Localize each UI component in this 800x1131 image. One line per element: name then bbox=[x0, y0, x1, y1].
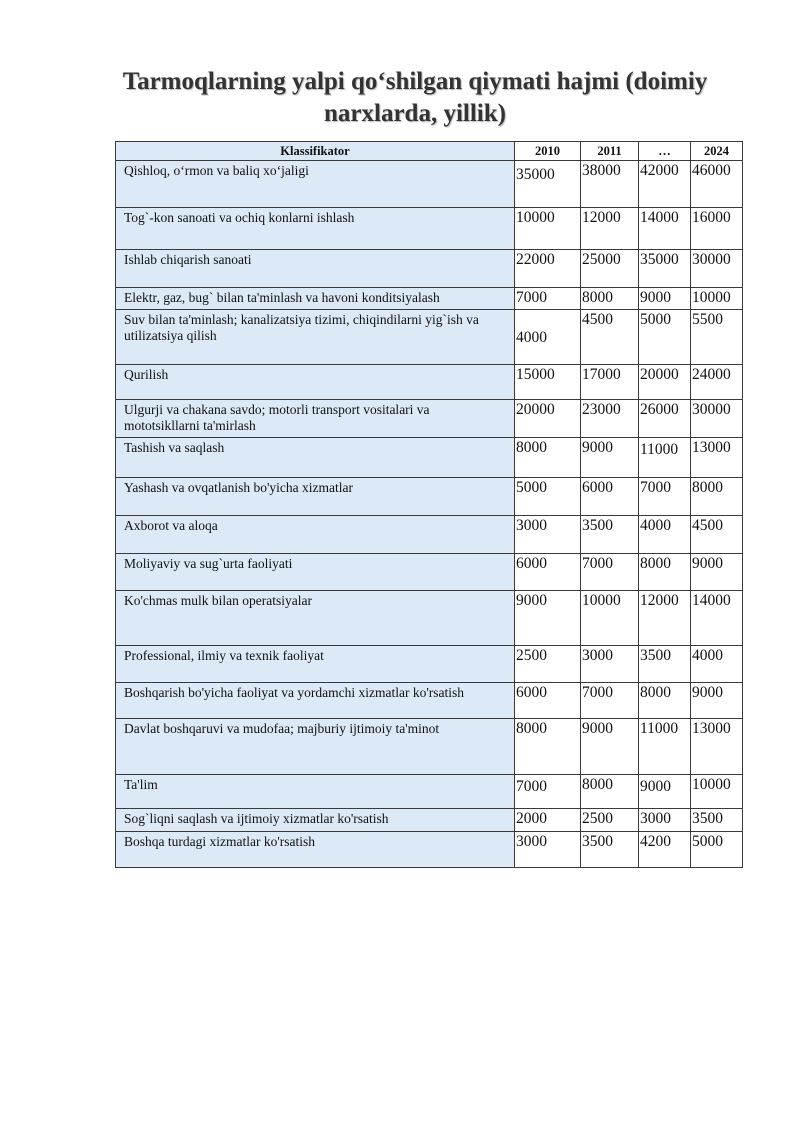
value-cell: 15000 bbox=[515, 365, 581, 400]
value-cell: 8000 bbox=[691, 478, 743, 516]
table-row bbox=[116, 809, 743, 832]
table-row bbox=[116, 719, 743, 775]
value-cell: 7000 bbox=[639, 478, 691, 516]
value-cell: 20000 bbox=[639, 365, 691, 400]
value-cell: 35000 bbox=[515, 161, 581, 208]
value-cell: 8000 bbox=[515, 719, 581, 775]
value-cell: 7000 bbox=[581, 554, 639, 591]
column-header-2011: 2011 bbox=[581, 142, 639, 161]
classifier-cell: Ishlab chiqarish sanoati bbox=[116, 250, 515, 288]
value-cell: 16000 bbox=[691, 208, 743, 250]
value-cell: 10000 bbox=[581, 591, 639, 646]
classifier-cell: Ko'chmas mulk bilan operatsiyalar bbox=[116, 591, 515, 646]
classifier-cell: Yashash va ovqatlanish bo'yicha xizmatlar bbox=[116, 478, 515, 516]
value-cell: 26000 bbox=[639, 400, 691, 438]
value-cell: 7000 bbox=[515, 288, 581, 310]
value-cell: 8000 bbox=[639, 554, 691, 591]
value-cell: 14000 bbox=[639, 208, 691, 250]
value-cell: 22000 bbox=[515, 250, 581, 288]
value-cell: 11000 bbox=[639, 719, 691, 775]
value-cell: 4000 bbox=[515, 310, 581, 365]
value-cell: 5000 bbox=[691, 832, 743, 868]
value-cell: 8000 bbox=[639, 683, 691, 719]
value-cell: 3500 bbox=[639, 646, 691, 683]
value-cell: 8000 bbox=[515, 438, 581, 478]
column-header-2024: 2024 bbox=[691, 142, 743, 161]
value-cell: 11000 bbox=[639, 438, 691, 478]
value-cell: 17000 bbox=[581, 365, 639, 400]
classifier-cell: Qurilish bbox=[116, 365, 515, 400]
document-title: Tarmoqlarning yalpi qo‘shilgan qiymati hajmi (doimiy narxlarda, yillik) bbox=[122, 68, 708, 127]
value-cell: 3000 bbox=[581, 646, 639, 683]
value-cell: 23000 bbox=[581, 400, 639, 438]
value-cell: 6000 bbox=[515, 554, 581, 591]
value-cell: 5000 bbox=[515, 478, 581, 516]
table-row bbox=[116, 208, 743, 250]
table-body bbox=[116, 161, 743, 868]
value-cell: 9000 bbox=[581, 719, 639, 775]
classifier-cell: Boshqarish bo'yicha faoliyat va yordamchi xizmatlar ko'rsatish bbox=[116, 683, 515, 719]
value-cell: 2500 bbox=[581, 809, 639, 832]
value-cell: 5500 bbox=[691, 310, 743, 365]
column-header-2010: 2010 bbox=[515, 142, 581, 161]
value-cell: 4500 bbox=[581, 310, 639, 365]
value-cell: 13000 bbox=[691, 438, 743, 478]
value-cell: 3500 bbox=[581, 516, 639, 554]
value-cell: 12000 bbox=[639, 591, 691, 646]
classifier-cell: Sog`liqni saqlash va ijtimoiy xizmatlar ko'rsatish bbox=[116, 809, 515, 832]
value-cell: 9000 bbox=[581, 438, 639, 478]
value-cell: 2000 bbox=[515, 809, 581, 832]
value-cell: 4000 bbox=[691, 646, 743, 683]
value-cell: 30000 bbox=[691, 250, 743, 288]
value-cell: 14000 bbox=[691, 591, 743, 646]
classifier-cell: Suv bilan ta'minlash; kanalizatsiya tizimi, chiqindilarni yig`ish va utilizatsiya qilish bbox=[116, 310, 515, 365]
value-cell: 3000 bbox=[515, 832, 581, 868]
table-row bbox=[116, 250, 743, 288]
value-cell: 20000 bbox=[515, 400, 581, 438]
table-row bbox=[116, 365, 743, 400]
classifier-cell: Axborot va aloqa bbox=[116, 516, 515, 554]
value-cell: 9000 bbox=[515, 591, 581, 646]
value-cell: 9000 bbox=[691, 683, 743, 719]
classifier-cell: Qishloq, o‘rmon va baliq xo‘jaligi bbox=[116, 161, 515, 208]
value-cell: 25000 bbox=[581, 250, 639, 288]
value-cell: 2500 bbox=[515, 646, 581, 683]
classifier-cell: Professional, ilmiy va texnik faoliyat bbox=[116, 646, 515, 683]
value-cell: 9000 bbox=[639, 288, 691, 310]
table-row bbox=[116, 478, 743, 516]
value-cell: 10000 bbox=[691, 288, 743, 310]
value-cell: 8000 bbox=[581, 288, 639, 310]
value-cell: 10000 bbox=[691, 775, 743, 809]
value-cell: 4200 bbox=[639, 832, 691, 868]
value-cell: 6000 bbox=[515, 683, 581, 719]
value-cell: 3500 bbox=[691, 809, 743, 832]
table-row bbox=[116, 288, 743, 310]
value-cell: 6000 bbox=[581, 478, 639, 516]
value-cell: 4500 bbox=[691, 516, 743, 554]
value-cell: 30000 bbox=[691, 400, 743, 438]
table-row bbox=[116, 775, 743, 809]
value-cell: 42000 bbox=[639, 161, 691, 208]
classifier-cell: Ta'lim bbox=[116, 775, 515, 809]
value-cell: 12000 bbox=[581, 208, 639, 250]
table-row bbox=[116, 683, 743, 719]
table-row bbox=[116, 438, 743, 478]
table-row bbox=[116, 161, 743, 208]
value-cell: 3500 bbox=[581, 832, 639, 868]
value-added-table bbox=[115, 141, 743, 868]
value-cell: 7000 bbox=[515, 775, 581, 809]
column-header-ellipsis: … bbox=[639, 142, 691, 161]
value-cell: 46000 bbox=[691, 161, 743, 208]
value-cell: 9000 bbox=[639, 775, 691, 809]
value-cell: 9000 bbox=[691, 554, 743, 591]
table-row bbox=[116, 591, 743, 646]
column-header-classifier: Klassifikator bbox=[116, 142, 515, 161]
table-header-row bbox=[116, 142, 743, 161]
value-cell: 7000 bbox=[581, 683, 639, 719]
table-row bbox=[116, 310, 743, 365]
value-cell: 35000 bbox=[639, 250, 691, 288]
classifier-cell: Moliyaviy va sug`urta faoliyati bbox=[116, 554, 515, 591]
value-cell: 3000 bbox=[639, 809, 691, 832]
classifier-cell: Tog`-kon sanoati va ochiq konlarni ishlash bbox=[116, 208, 515, 250]
value-cell: 8000 bbox=[581, 775, 639, 809]
table-row bbox=[116, 832, 743, 868]
value-cell: 3000 bbox=[515, 516, 581, 554]
classifier-cell: Elektr, gaz, bug` bilan ta'minlash va havoni konditsiyalash bbox=[116, 288, 515, 310]
classifier-cell: Boshqa turdagi xizmatlar ko'rsatish bbox=[116, 832, 515, 868]
table-row bbox=[116, 516, 743, 554]
value-cell: 38000 bbox=[581, 161, 639, 208]
value-cell: 4000 bbox=[639, 516, 691, 554]
value-cell: 5000 bbox=[639, 310, 691, 365]
value-cell: 10000 bbox=[515, 208, 581, 250]
classifier-cell: Tashish va saqlash bbox=[116, 438, 515, 478]
table-row bbox=[116, 646, 743, 683]
classifier-cell: Ulgurji va chakana savdo; motorli transport vositalari va mototsikllarni ta'mirlash bbox=[116, 400, 515, 438]
value-cell: 24000 bbox=[691, 365, 743, 400]
classifier-cell: Davlat boshqaruvi va mudofaa; majburiy ijtimoiy ta'minot bbox=[116, 719, 515, 775]
table-row bbox=[116, 554, 743, 591]
table-row bbox=[116, 400, 743, 438]
value-cell: 13000 bbox=[691, 719, 743, 775]
